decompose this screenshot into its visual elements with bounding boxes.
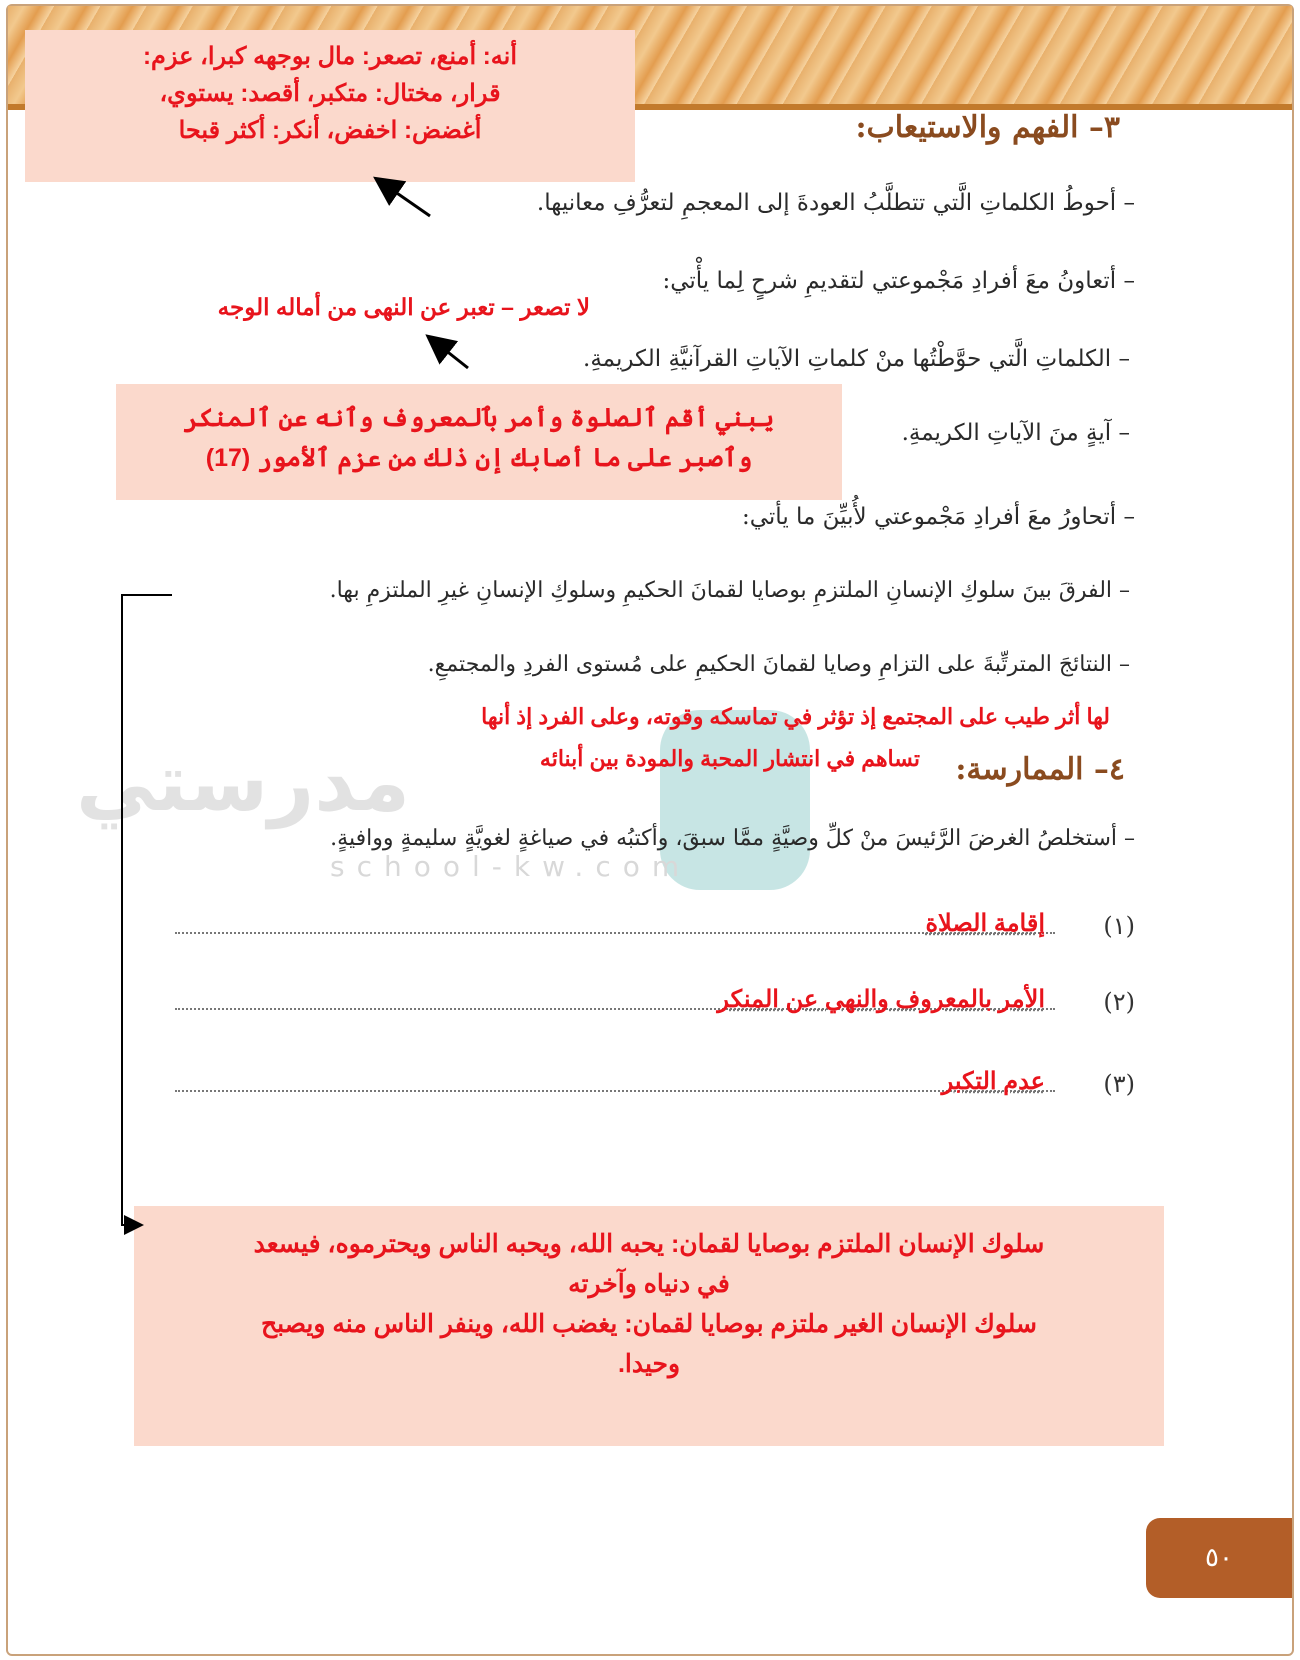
vocab-note-line1: أنه: أمنع، تصعر: مال بوجهه كبرا، عزم: xyxy=(143,43,517,70)
section3-item1: – أحوطُ الكلماتِ الَّتي تتطلَّبُ العودةَ إلى المعجمِ لتعرُّفِ معانيها. xyxy=(536,190,1135,216)
arrow-to-explain-note xyxy=(430,338,468,368)
answer-number: (١) xyxy=(1103,912,1135,940)
vocab-note-line3: أغضض: اخفض، أنكر: أكثر قبحا xyxy=(178,117,482,145)
section3-item3a: – الفرقَ بينَ سلوكِ الإنسانِ الملتزمِ بوصايا لقمانَ الحكيمِ وسلوكِ الإنسانِ غيرِ الملتزمِ بها. xyxy=(329,578,1130,603)
effect-note-line2: تساهم في انتشار المحبة والمودة بين أبنائه xyxy=(539,746,920,771)
section4-instruction: – أستخلصُ الغرضَ الرَّئيسَ منْ كلِّ وصيَّةٍ ممَّا سبقَ، وأكتبُه في صياغةٍ لغويَّةٍ سليمةٍ ووافيةٍ. xyxy=(330,826,1135,851)
answer-number: (٢) xyxy=(1103,988,1135,1016)
section3-heading: ٣– الفهم والاستيعاب: xyxy=(855,110,1120,145)
section3-item2: – أتعاونُ معَ أفرادِ مَجْموعتي لتقديمِ شرحٍ لِما يأْتي: xyxy=(662,268,1135,294)
answer-text: عدم التكبر xyxy=(941,1068,1045,1095)
behavior-note-line3: سلوك الإنسان الغير ملتزم بوصايا لقمان: يغضب الله، وينفر الناس منه ويصبح xyxy=(261,1310,1037,1338)
verse-note-line1: يبني أقم ٱلصلوة وأمر بٱلمعروف وٱنه عن ٱلمنكر xyxy=(183,404,775,432)
answer-number: (٣) xyxy=(1103,1070,1135,1098)
section3-item2b: – آيةٍ منَ الآياتِ الكريمةِ. xyxy=(901,420,1130,446)
section4-heading: ٤– الممارسة: xyxy=(955,752,1125,787)
watermark-brand: مدرستي xyxy=(75,736,410,829)
vocab-note-line2: قرار، مختال: متكبر، أقصد: يستوي، xyxy=(159,80,501,108)
behavior-note-line4: وحيدا. xyxy=(617,1350,681,1378)
connector-to-behavior-note xyxy=(122,595,172,1225)
behavior-note-line2: في دنياه وآخرته xyxy=(568,1270,730,1298)
effect-note-line1: لها أثر طيب على المجتمع إذ تؤثر في تماسكه وقوته، وعلى الفرد إذ أنها xyxy=(481,704,1110,729)
section3-item3b: – النتائجَ المترتِّبةَ على التزامِ وصايا لقمانَ الحكيمِ على مُستوى الفردِ والمجتمعِ. xyxy=(427,652,1130,677)
explain-note: لا تصعر – تعبر عن النهى من أماله الوجه xyxy=(217,294,590,320)
watermark-url: school-kw.com xyxy=(330,850,692,883)
answer-text: إقامة الصلاة xyxy=(925,910,1045,937)
behavior-note-line1: سلوك الإنسان الملتزم بوصايا لقمان: يحبه الله، ويحبه الناس ويحترموه، فيسعد xyxy=(253,1230,1045,1258)
section3-item3: – أتحاورُ معَ أفرادِ مَجْموعتي لأُبيِّنَ ما يأتي: xyxy=(741,504,1135,530)
verse-note-line2: وٱصبر على ما أصابك إن ذلك من عزم ٱلأمور (17) xyxy=(205,444,753,472)
section3-item2a: – الكلماتِ الَّتي حوَّطْتُها منْ كلماتِ الآياتِ القرآنيَّةِ الكريمةِ. xyxy=(583,346,1130,372)
arrow-to-vocab-note xyxy=(378,180,430,216)
page-number: ٥٠ xyxy=(1146,1518,1292,1598)
answer-text: الأمر بالمعروف والنهي عن المنكر xyxy=(717,986,1045,1013)
